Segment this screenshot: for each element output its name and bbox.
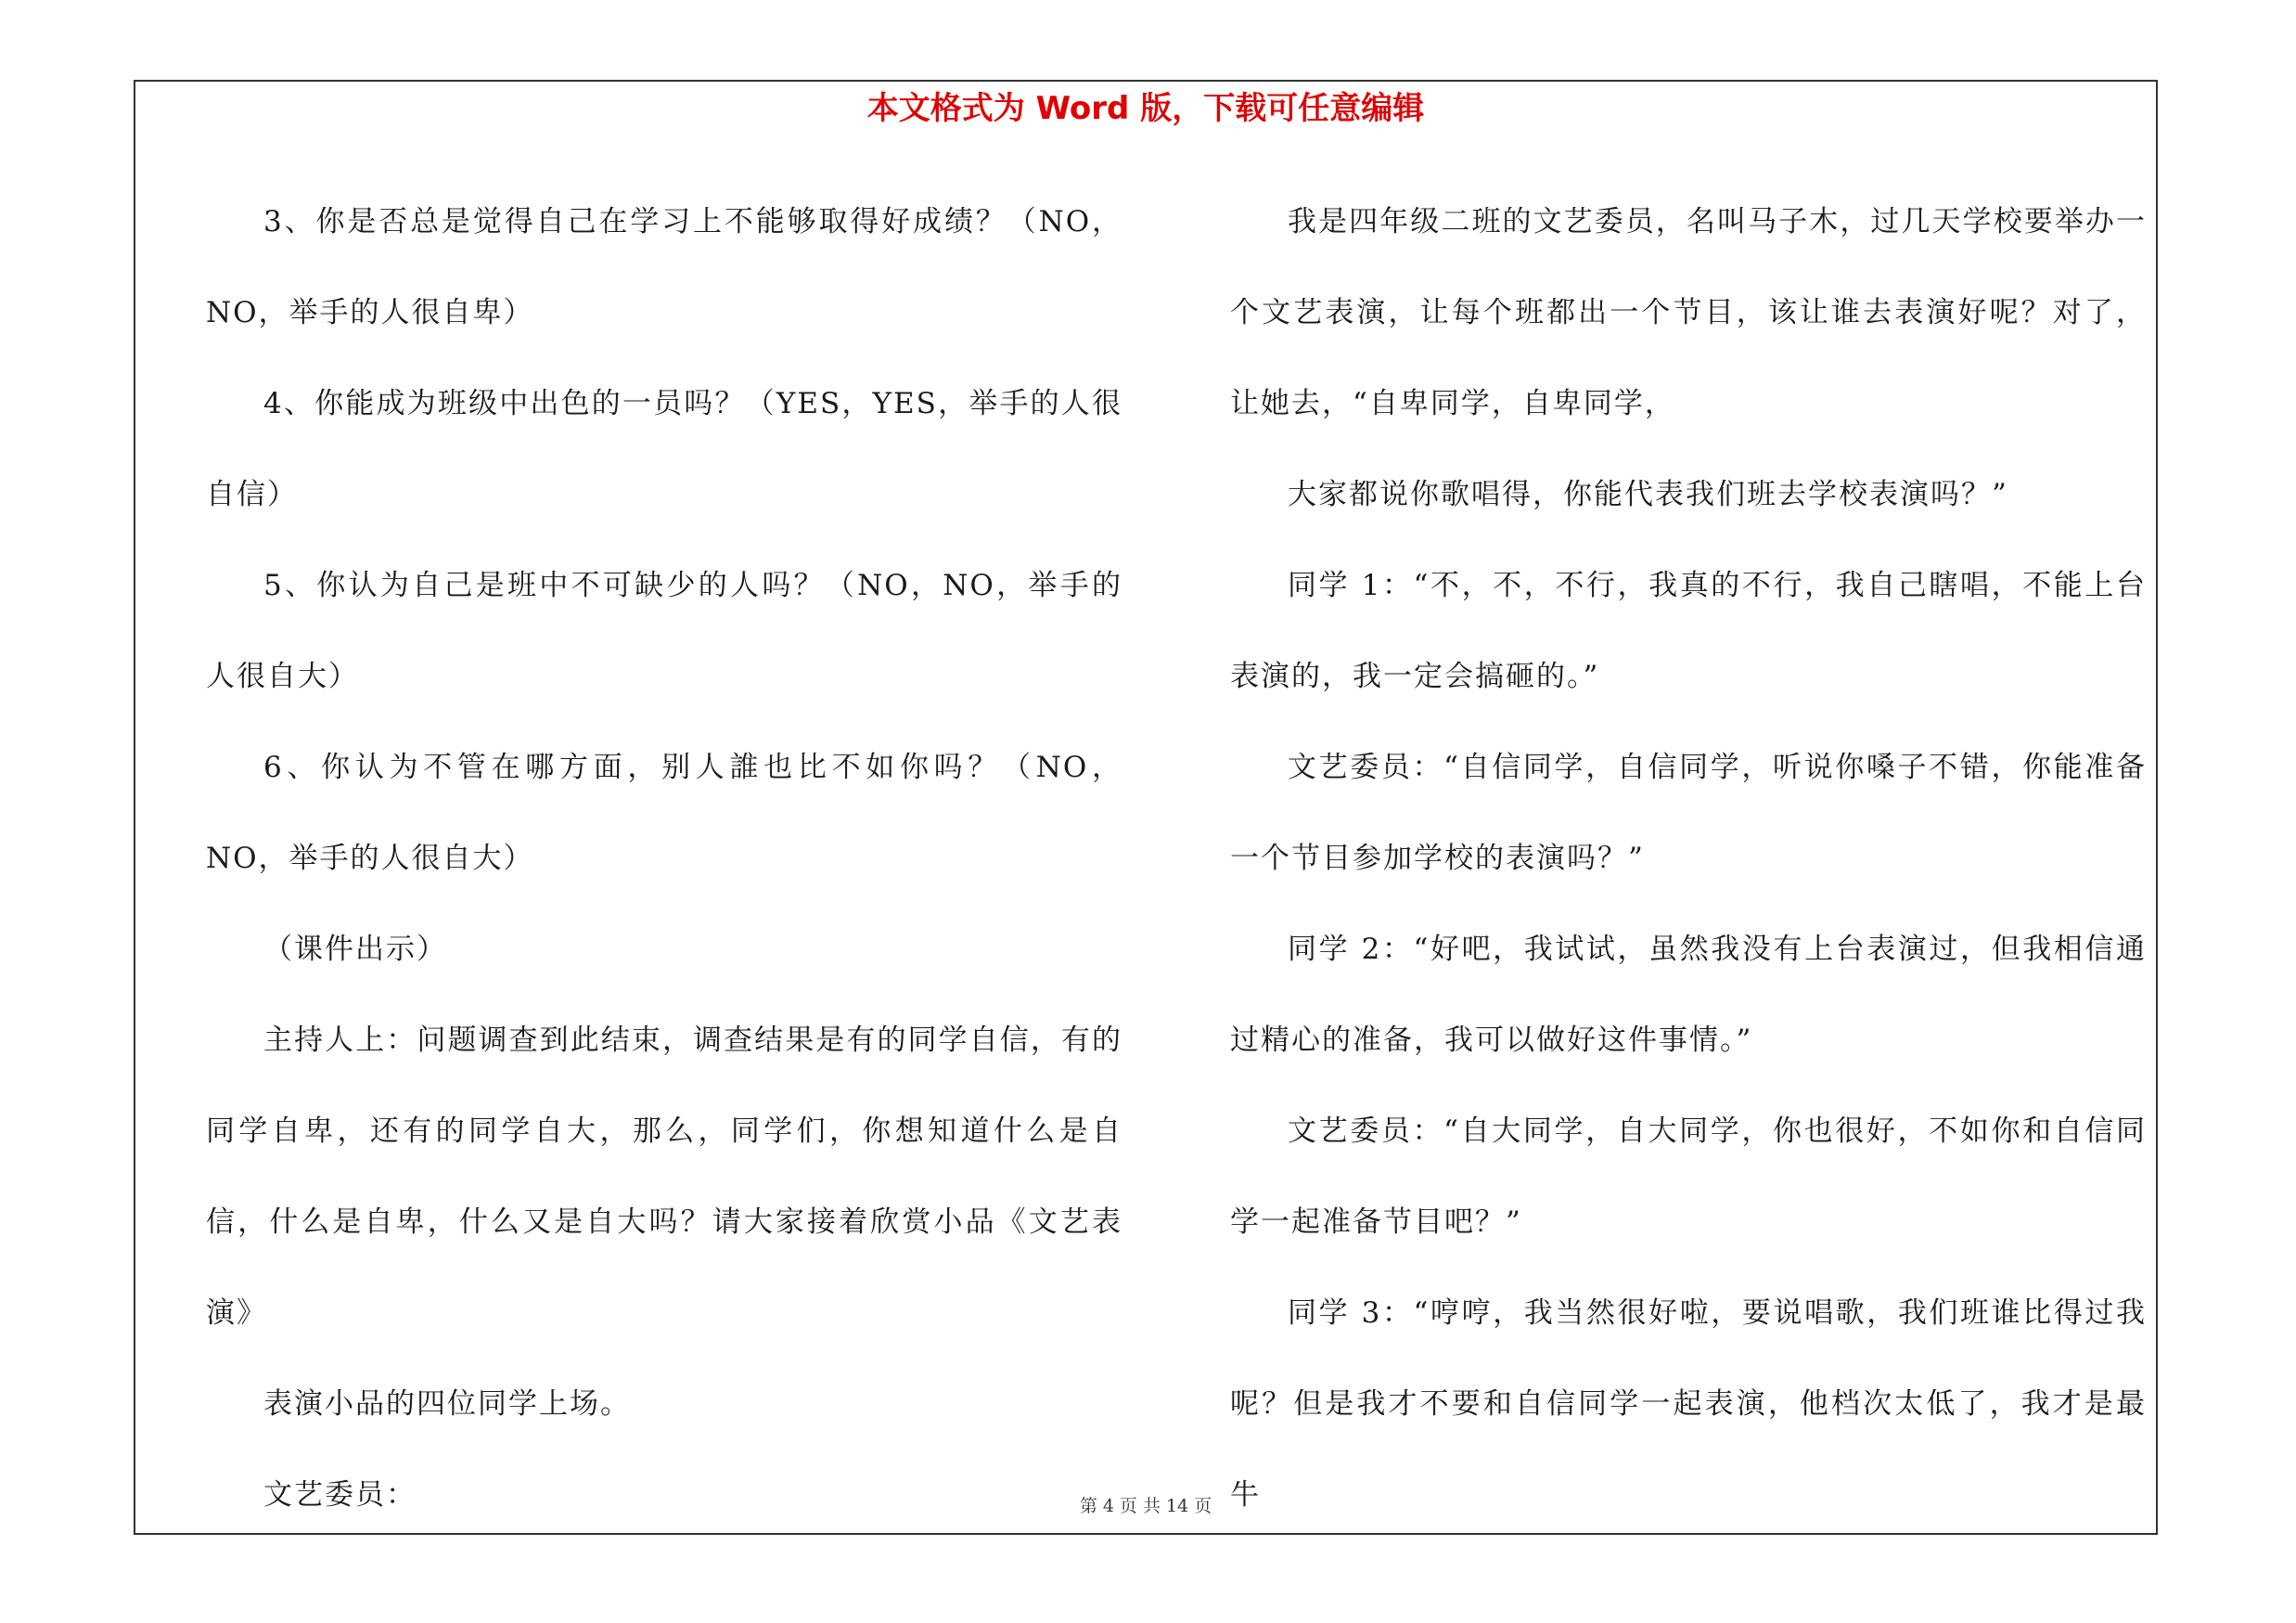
- paragraph: 5、你认为自己是班中不可缺少的人吗？（NO，NO，举手的人很自大）: [206, 569, 1122, 693]
- paragraph: 文艺委员：“自信同学，自信同学，听说你嗓子不错，你能准备一个节目参加学校的表演吗？”: [1230, 751, 2147, 875]
- current-page-number: 4: [1102, 1496, 1114, 1516]
- paragraph: 3、你是否总是觉得自己在学习上不能够取得好成绩？（NO，NO，举手的人很自卑）: [206, 205, 1122, 329]
- footer-suffix: 页: [1194, 1496, 1212, 1516]
- page-number-footer: [134, 1492, 2158, 1520]
- total-page-count: 14: [1165, 1496, 1189, 1516]
- left-text-column: [206, 176, 1122, 1540]
- paragraph: 大家都说你歌唱得，你能代表我们班去学校表演吗？”: [1288, 478, 2008, 511]
- paragraph: 同学 3：“哼哼，我当然很好啦，要说唱歌，我们班谁比得过我呢？但是我才不要和自信同学一起表演，他档次太低了，我才是最牛: [1230, 1296, 2147, 1512]
- format-notice-banner: 本文格式为 Word 版，下载可任意编辑: [866, 90, 1425, 127]
- paragraph: 同学 2：“好吧，我试试，虽然我没有上台表演过，但我相信通过精心的准备，我可以做好这件事情。”: [1230, 933, 2147, 1057]
- paragraph: 我是四年级二班的文艺委员，名叫马子木，过几天学校要举办一个文艺表演，让每个班都出一个节目，该让谁去表演好呢？对了，让她去，“自卑同学，自卑同学，: [1230, 205, 2147, 420]
- paragraph: 文艺委员：“自大同学，自大同学，你也很好，不如你和自信同学一起准备节目吧？”: [1230, 1114, 2147, 1239]
- paragraph: 表演小品的四位同学上场。: [263, 1387, 631, 1421]
- right-text-column: [1230, 176, 2147, 1540]
- paragraph: 主持人上：问题调查到此结束，调查结果是有的同学自信，有的同学自卑，还有的同学自大，那么，同学们，你想知道什么是自信，什么是自卑，什么又是自大吗？请大家接着欣赏小品《文艺表演》: [206, 1024, 1122, 1330]
- paragraph: 4、你能成为班级中出色的一员吗？（YES，YES，举手的人很自信）: [206, 387, 1122, 511]
- footer-prefix: 第: [1079, 1496, 1097, 1516]
- footer-middle: 页 共: [1119, 1496, 1161, 1516]
- paragraph: 同学 1：“不，不，不行，我真的不行，我自己瞎唱，不能上台表演的，我一定会搞砸的。”: [1230, 569, 2147, 693]
- paragraph: 6、你认为不管在哪方面，别人誰也比不如你吗？（NO，NO，举手的人很自大）: [206, 751, 1122, 875]
- paragraph: 文艺委员：: [263, 1478, 417, 1512]
- paragraph: （课件出示）: [263, 933, 447, 966]
